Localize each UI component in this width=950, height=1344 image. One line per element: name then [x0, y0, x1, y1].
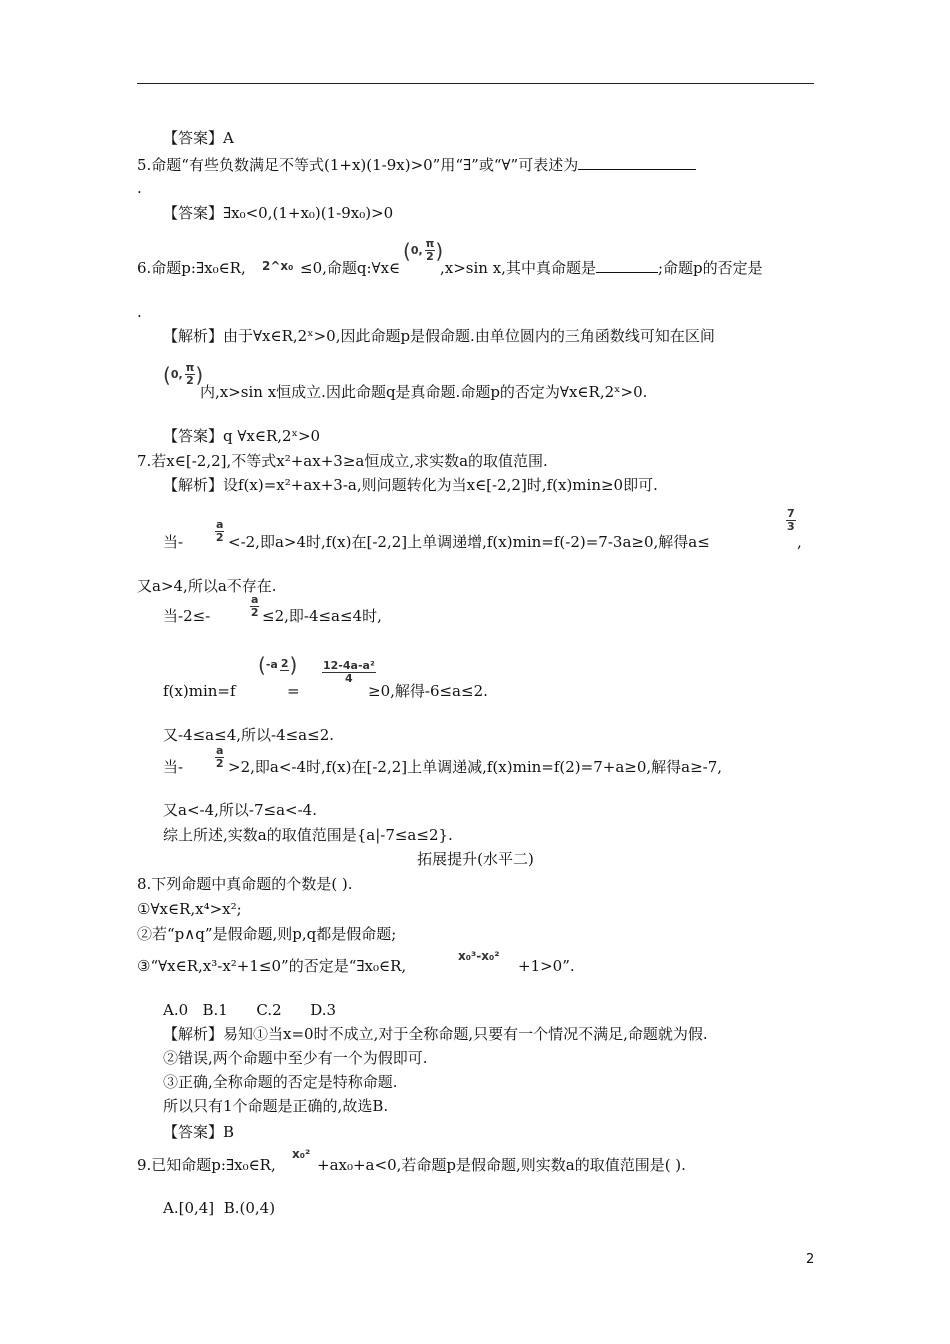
math-frac-a-2: $\frac{a}{2}$: [250, 593, 259, 619]
section-heading: 拓展提升(水平二): [417, 850, 534, 868]
answer-blank[interactable]: [578, 155, 696, 170]
math-x0-cubed-minus-x0-sq: x₀³-x₀²: [458, 949, 500, 963]
math-2-pow-x0: 2^x₀: [262, 259, 294, 273]
problem-5-text: 5.命题“有些负数满足不等式(1+x)(1-9x)>0”用“∃”或“∀”可表述为: [137, 156, 579, 174]
statement-3-b: +1>0”.: [518, 957, 575, 975]
analysis-8-4: 所以只有1个命题是正确的,故选B.: [163, 1097, 389, 1115]
problem-6-tail: .: [137, 303, 142, 321]
math-paren-minus-a-2: ( -a 2 ): [258, 652, 298, 677]
case-2-a: 当-2≤-: [163, 607, 211, 625]
math-interval-0-pi-2: ( 0, $\frac{\pi}{2}$ ): [163, 361, 204, 387]
math-interval-0-pi-2: ( 0, $\frac{\pi}{2}$ ): [403, 237, 444, 263]
analysis-8-3: ③正确,全称命题的否定是特称命题.: [163, 1073, 398, 1091]
options-9: A.[0,4] B.(0,4): [163, 1199, 276, 1217]
problem-5-tail: .: [137, 179, 142, 197]
summary-7: 综上所述,实数a的取值范围是{a|-7≤a≤2}.: [163, 826, 453, 844]
answer-blank[interactable]: [596, 258, 658, 273]
problem-5: [137, 155, 696, 175]
case-1-conclusion: 又a>4,所以a不存在.: [137, 577, 277, 595]
analysis-8-2: ②错误,两个命题中至少有一个为假即可.: [163, 1049, 428, 1067]
header-rule: [137, 83, 814, 84]
statement-3-a: ③“∀x∈R,x³-x²+1≤0”的否定是“∃x₀∈R,: [137, 957, 407, 975]
case-2-fmin: f(x)min=f: [163, 682, 236, 700]
case-1-b: <-2,即a>4时,f(x)在[-2,2]上单调递增,f(x)min=f(-2)=7-3a≥0,解得a≤: [228, 533, 710, 551]
options-8: A.0 B.1 C.2 D.3: [163, 1001, 337, 1019]
analysis-6: 【解析】由于∀x∈R,2ˣ>0,因此命题p是假命题.由单位圆内的三角函数线可知在区间: [163, 327, 715, 345]
case-2-b: ≤2,即-4≤a≤4时,: [262, 607, 382, 625]
math-frac-7-3: $\frac{7}{3}$: [787, 507, 795, 533]
problem-6-text-a: 6.命题p:∃x₀∈R,: [137, 259, 246, 277]
math-x0-sq: x₀²: [292, 1147, 311, 1161]
problem-6: [440, 258, 763, 278]
answer-8: 【答案】B: [163, 1123, 235, 1141]
case-1-a: 当-: [163, 533, 184, 551]
case-2-conclusion: 又-4≤a≤4,所以-4≤a≤2.: [163, 726, 335, 744]
analysis-7: 【解析】设f(x)=x²+ax+3-a,则问题转化为当x∈[-2,2]时,f(x)min≥0即可.: [163, 476, 658, 494]
problem-9-b: +ax₀+a<0,若命题p是假命题,则实数a的取值范围是( ).: [317, 1156, 686, 1174]
problem-6-text-d: ;命题p的否定是: [657, 259, 763, 277]
answer-6: 【答案】q ∀x∈R,2ˣ>0: [163, 427, 321, 445]
problem-6-text-b: ≤0,命题q:∀x∈: [300, 259, 401, 277]
case-3-a: 当-: [163, 758, 184, 776]
problem-6: [137, 258, 246, 278]
analysis-6-cont: 内,x>sin x恒成立.因此命题q是真命题.命题p的否定为∀x∈R,2ˣ>0.: [200, 383, 648, 401]
math-frac-a-2: $\frac{a}{2}$: [215, 518, 224, 544]
statement-1: ①∀x∈R,x⁴>x²;: [137, 900, 242, 918]
problem-9-a: 9.已知命题p:∃x₀∈R,: [137, 1156, 276, 1174]
problem-8: 8.下列命题中真命题的个数是( ).: [137, 875, 353, 893]
case-3-conclusion: 又a<-4,所以-7≤a<-4.: [163, 801, 317, 819]
analysis-8: 【解析】易知①当x=0时不成立,对于全称命题,只要有一个情况不满足,命题就为假.: [163, 1025, 708, 1043]
math-frac-a-2: $\frac{a}{2}$: [215, 744, 224, 770]
problem-6-text-c: ,x>sin x,其中真命题是: [440, 259, 596, 277]
statement-2: ②若“p∧q”是假命题,则p,q都是假命题;: [137, 925, 397, 943]
case-2-result: ≥0,解得-6≤a≤2.: [368, 682, 488, 700]
problem-7: 7.若x∈[-2,2],不等式x²+ax+3≥a恒成立,求实数a的取值范围.: [137, 452, 548, 470]
case-3-b: >2,即a<-4时,f(x)在[-2,2]上单调递减,f(x)min=f(2)=7+a≥0,解得a≥-7,: [228, 758, 723, 776]
answer-4: 【答案】A: [163, 129, 234, 147]
case-2-eq: =: [287, 682, 300, 700]
case-1-c: ,: [797, 533, 802, 551]
page-number: 2: [806, 1252, 815, 1267]
answer-5: 【答案】∃x₀<0,(1+x₀)(1-9x₀)>0: [163, 204, 394, 222]
math-frac-12-4a-a2-4: $\frac{\text{12-4a-a²}}{4}$: [323, 659, 375, 685]
